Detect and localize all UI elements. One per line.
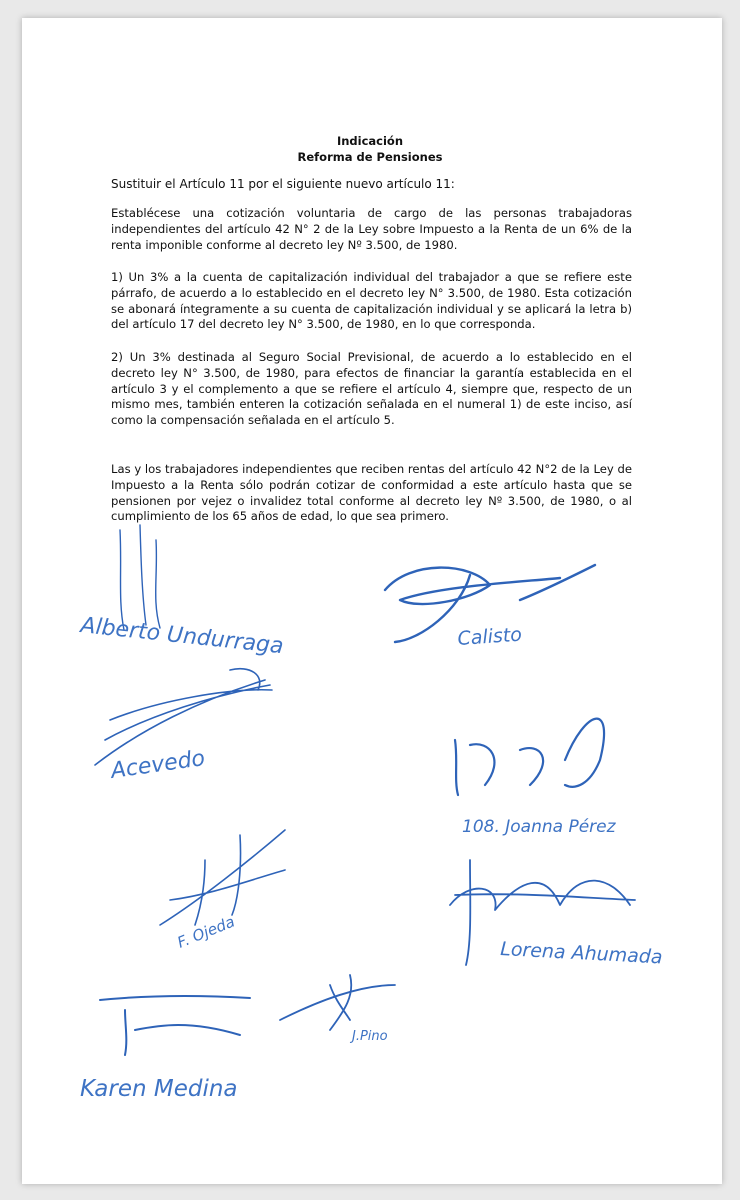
signature-karen-medina — [80, 996, 250, 1102]
intro-line: Sustituir el Artículo 11 por el siguiente nuevo artículo 11: — [111, 177, 455, 191]
paragraph-numeral-2: 2) Un 3% destinada al Seguro Social Previsional, de acuerdo a lo establecido en el decreto ley N° 3.500, de 1980, para efectos de financiar la garantía establecida en el artículo 3 y el complemento a que se refiere el artículo 4, siempre que, respecto de un mismo mes, también enteren la cotización señalada en el numeral 1) de este inciso, así como la compensación señalada en el artículo 5. — [111, 350, 632, 428]
paragraph-numeral-1: 1) Un 3% a la cuenta de capitalización individual del trabajador a que se refiere este párrafo, de acuerdo a lo establecido en el decreto ley N° 3.500, de 1980. Esta cotización se abonará íntegramente a su cuenta de capitalización individual y se aplicará la letra b) del artículo 17 del decreto ley N° 3.500, de 1980, en lo que corresponda. — [111, 270, 632, 332]
signature-lorena-ahumada — [450, 860, 663, 968]
paragraph-main: Establécese una cotización voluntaria de cargo de las personas trabajadoras independientes del artículo 42 N° 2 de la Ley sobre Impuesto a la Renta de un 6% de la renta imponible conforme al decreto ley Nº 3.500, de 1980. — [111, 206, 632, 252]
signature-f-ojeda — [160, 830, 285, 952]
signature-label-karen-medina: Karen Medina — [80, 1076, 238, 1102]
signature-acevedo — [95, 669, 272, 785]
signature-label-calisto: Calisto — [456, 623, 523, 650]
document-title: Indicación — [336, 134, 404, 148]
signature-label-j-pino: J.Pino — [352, 1029, 388, 1044]
signature-label-acevedo: Acevedo — [109, 746, 207, 784]
document-subtitle: Reforma de Pensiones — [297, 150, 443, 164]
signature-alberto-undurraga — [77, 525, 284, 659]
signature-label-f-ojeda: F. Ojeda — [174, 912, 238, 952]
paragraph-final: Las y los trabajadores independientes que reciben rentas del artículo 42 N°2 de la Ley de Impuesto a la Renta sólo podrán cotizar de conformidad a este artículo hasta que se pensionen por vejez o invalidez total conforme al decreto ley Nº 3.500, de 1980, o al cumplimiento de los 65 años de edad, lo que sea primero. — [111, 462, 632, 524]
signature-joanna-perez — [455, 719, 617, 837]
signature-j-pino — [280, 975, 395, 1044]
signature-label-lorena-ahumada: Lorena Ahumada — [499, 938, 664, 969]
signature-label-joanna-perez: 108. Joanna Pérez — [462, 817, 616, 837]
signature-label-alberto-undurraga: Alberto Undurraga — [79, 613, 285, 660]
signature-calisto — [385, 565, 595, 650]
